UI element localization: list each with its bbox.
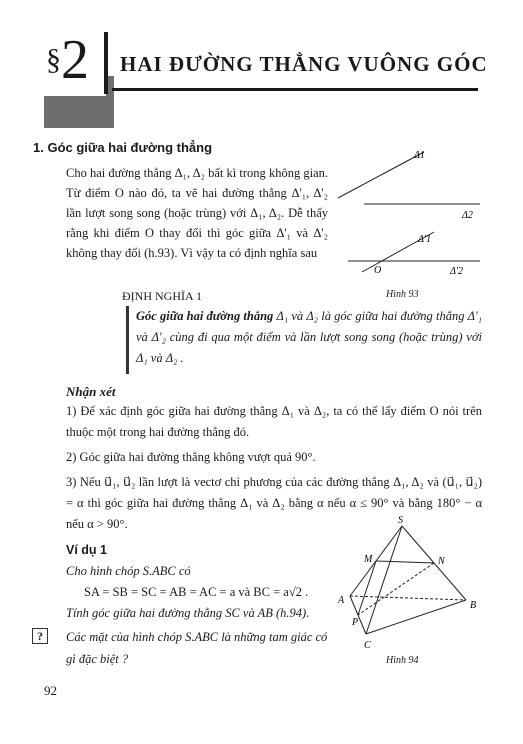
- definition-term: Góc giữa hai đường thẳng: [136, 309, 274, 323]
- point-o-label: O: [374, 265, 382, 276]
- delta-prime1-label: Δ'1: [418, 234, 432, 245]
- section-heading: 1. Góc giữa hai đường thẳng: [33, 140, 213, 155]
- example-line: Cho hình chóp S.ABC có: [66, 564, 191, 578]
- delta2-label: Δ2: [462, 210, 473, 221]
- figure-94-caption: Hình 94: [386, 655, 419, 666]
- remarks-heading: Nhận xét: [66, 384, 116, 399]
- page-number: 92: [44, 683, 57, 698]
- question-text: Các mặt của hình chóp S.ABC là những tam giác có gì đặc biệt ?: [66, 630, 328, 666]
- definition-text: [136, 306, 482, 369]
- question-icon: ?: [32, 628, 48, 644]
- intro-paragraph: Cho hai đường thẳng Δ₁, Δ₂ bất kì trong không gian. Từ điểm O nào đó, ta vẽ hai đường thẳng Δ'₁, Δ'₂ lần lượt song song (hoặc trùng) với Δ₁, Δ₂. Dễ thấy rằng khi điểm O thay đổi thì góc giữa Δ'₁ và Δ'₂ không thay đổi (h.93). Vì vậy ta có định nghĩa sau: [66, 166, 328, 260]
- vertex-c-label: C: [364, 640, 371, 651]
- vertex-b-label: B: [470, 600, 477, 611]
- point-m-label: M: [364, 554, 373, 565]
- section-number: §2: [46, 29, 89, 91]
- figure-93: [330, 140, 490, 290]
- page-title: HAI ĐƯỜNG THẲNG VUÔNG GÓC: [120, 52, 488, 76]
- definition-label: ĐỊNH NGHĨA 1: [122, 289, 202, 303]
- delta1-label: Δ1: [414, 150, 425, 161]
- definition-bar: [126, 306, 129, 374]
- remark-item: 1) Để xác định góc giữa hai đường thẳng Δ₁ và Δ₂, ta có thể lấy điểm O nói trên thuộc một trong hai đường thẳng đó.: [66, 404, 482, 439]
- section-vertical-rule: [104, 32, 108, 94]
- example-heading: Ví dụ 1: [66, 543, 107, 557]
- remark-item: 2) Góc giữa hai đường thẳng không vượt quá 90°.: [66, 450, 316, 464]
- delta-prime2-label: Δ'2: [450, 266, 464, 277]
- definition-body: Δ₁ và Δ₂ là góc giữa hai đường thẳng Δ'₁ và Δ'₂ cùng đi qua một điểm và lần lượt song song (hoặc trùng) với Δ₁ và Δ₂ .: [136, 309, 482, 365]
- vertex-s-label: S: [398, 515, 403, 526]
- section-title-underline: [112, 88, 478, 91]
- figure-93-caption: Hình 93: [386, 289, 419, 300]
- example-body: [66, 561, 336, 624]
- figure-94: [330, 512, 490, 657]
- vertex-a-label: A: [338, 595, 345, 606]
- point-n-label: N: [438, 556, 445, 567]
- point-p-label: P: [352, 617, 359, 628]
- example-line: SA = SB = SC = AB = AC = a và BC = a√2 .: [84, 585, 309, 599]
- example-line: Tính góc giữa hai đường thẳng SC và AB (h.94).: [66, 606, 310, 620]
- remark-item: 3) Nếu u⃗₁, u⃗₂ lần lượt là vectơ chỉ phương của các đường thẳng Δ₁, Δ₂ và (u⃗₁, u⃗₂) = α thì góc giữa hai đường thẳng Δ₁ và Δ₂ bằng α nếu α ≤ 90° và bằng 180° − α nếu α > 90°.: [66, 475, 482, 531]
